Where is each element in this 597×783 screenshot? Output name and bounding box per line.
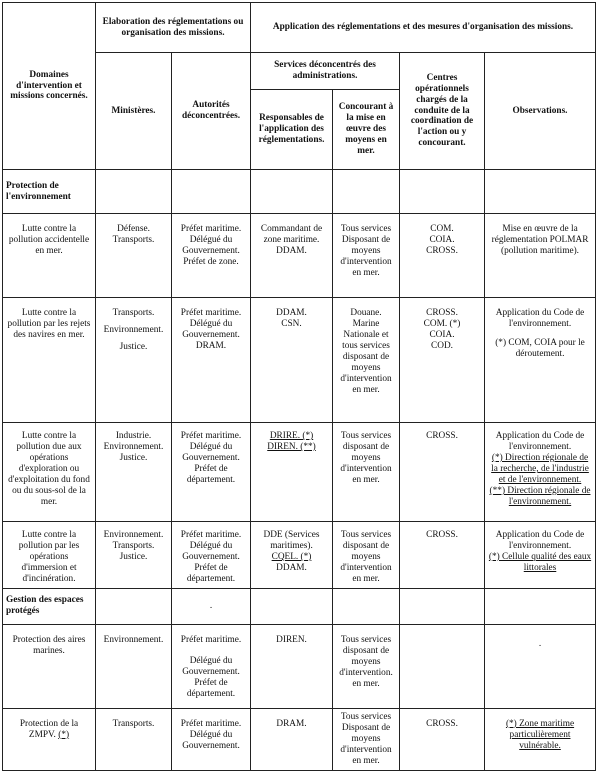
row4-autorites: Préfet maritime. Délégué du Gouvernement. Préfet de département. — [172, 522, 251, 589]
row5-ministeres: Environnement. — [96, 624, 172, 708]
row4-domaine: Lutte contre la pollution par les opérations d'immersion et d'incinération. — [3, 522, 96, 589]
section-row-environnement — [3, 170, 596, 214]
table-row — [3, 214, 596, 298]
header-domaines: Domaines d'intervention et missions concernés. — [3, 3, 96, 170]
row1-observations: Mise en œuvre de la réglementation POLMAR (pollution maritime). — [485, 214, 596, 298]
header-application: Application des réglementations et des mesures d'organisation des missions. — [251, 3, 596, 53]
section-espaces-dot: . — [172, 588, 251, 624]
header-elaboration: Elaboration des réglementations ou organisation des missions. — [96, 3, 251, 53]
row3-domaine: Lutte contre la pollution due aux opérations d'exploration ou d'exploitation du fond ou du sous-sol de la mer. — [3, 423, 96, 522]
section-row-espaces — [3, 588, 596, 624]
row5-observations: . — [485, 624, 596, 708]
row3-autorites: Préfet maritime. Délégué du Gouvernement. Préfet de département. — [172, 423, 251, 522]
row3-concourant: Tous services disposant de moyens d'intervention en mer. — [333, 423, 400, 522]
row5-responsables: DIREN. — [251, 624, 333, 708]
row6-autorites: Préfet maritime. Délégué du Gouvernement. — [172, 708, 251, 770]
row1-centres: COM. COIA. CROSS. — [400, 214, 485, 298]
row4-observations: Application du Code de l'environnement. (*) Cellule qualité des eaux littorales — [485, 522, 596, 589]
table-row — [3, 298, 596, 423]
row3-centres: CROSS. — [400, 423, 485, 522]
row4-responsables: DDE (Services maritimes). CQEL. (*) DDAM. — [251, 522, 333, 589]
row5-concourant: Tous services disposant de moyens d'intervention. en mer. — [333, 624, 400, 708]
row6-domaine: Protection de la ZMPV. (*) — [3, 708, 96, 770]
row6-concourant: Tous services Disposant de moyens d'intervention en mer. — [333, 708, 400, 770]
header-observations: Observations. — [485, 53, 596, 170]
header-responsables: Responsables de l'application des réglementations. — [251, 90, 333, 170]
header-ministeres: Ministères. — [96, 53, 172, 170]
row6-ministeres: Transports. — [96, 708, 172, 770]
row5-autorites: Préfet maritime. Délégué du Gouvernement. Préfet de département. — [172, 624, 251, 708]
row2-domaine: Lutte contre la pollution par les rejets des navires en mer. — [3, 298, 96, 423]
header-autorites: Autorités déconcentrées. — [172, 53, 251, 170]
row4-concourant: Tous services disposant de moyens d'intervention en mer. — [333, 522, 400, 589]
row6-responsables: DRAM. — [251, 708, 333, 770]
row2-responsables: DDAM. CSN. — [251, 298, 333, 423]
table-row — [3, 522, 596, 589]
row1-ministeres: Défense. Transports. — [96, 214, 172, 298]
row3-observations: Application du Code de l'environnement. (*) Direction régionale de la recherche, de l'industrie et de l'environnement. (**) Direction régionale de l'environnement. — [485, 423, 596, 522]
row5-domaine: Protection des aires marines. — [3, 624, 96, 708]
header-centres: Centres opérationnels chargés de la conduite de la coordination de l'action ou y concourant. — [400, 53, 485, 170]
row2-observations: Application du Code de l'environnement. (*) COM, COIA pour le déroutement. — [485, 298, 596, 423]
section-title-espaces: Gestion des espaces protégés — [3, 588, 96, 624]
row1-responsables: Commandant de zone maritime. DDAM. — [251, 214, 333, 298]
header-concourant: Concourant à la mise en œuvre des moyens en mer. — [333, 90, 400, 170]
table-row — [3, 708, 596, 770]
table-row — [3, 624, 596, 708]
row2-autorites: Préfet maritime. Délégué du Gouvernement. DRAM. — [172, 298, 251, 423]
row3-ministeres: Industrie. Environnement. Justice. — [96, 423, 172, 522]
row6-observations: (*) Zone maritime particulièrement vulnérable. — [485, 708, 596, 770]
row4-centres: CROSS. — [400, 522, 485, 589]
row6-centres: CROSS. — [400, 708, 485, 770]
regulation-table — [2, 2, 596, 771]
header-services: Services déconcentrés des administrations. — [251, 53, 400, 90]
row1-autorites: Préfet maritime. Délégué du Gouvernement. Préfet de zone. — [172, 214, 251, 298]
row4-ministeres: Environnement. Transports. Justice. — [96, 522, 172, 589]
row3-responsables: DRIRE. (*) DIREN. (**) — [251, 423, 333, 522]
table-row — [3, 423, 596, 522]
row2-concourant: Douane. Marine Nationale et tous services disposant de moyens d'intervention en mer. — [333, 298, 400, 423]
row2-centres: CROSS. COM. (*) COIA. COD. — [400, 298, 485, 423]
row5-centres — [400, 624, 485, 708]
row2-ministeres: Transports. Environnement. Justice. — [96, 298, 172, 423]
section-title-environnement: Protection de l'environnement — [3, 170, 96, 214]
row1-domaine: Lutte contre la pollution accidentelle en mer. — [3, 214, 96, 298]
row1-concourant: Tous services Disposant de moyens d'intervention en mer. — [333, 214, 400, 298]
